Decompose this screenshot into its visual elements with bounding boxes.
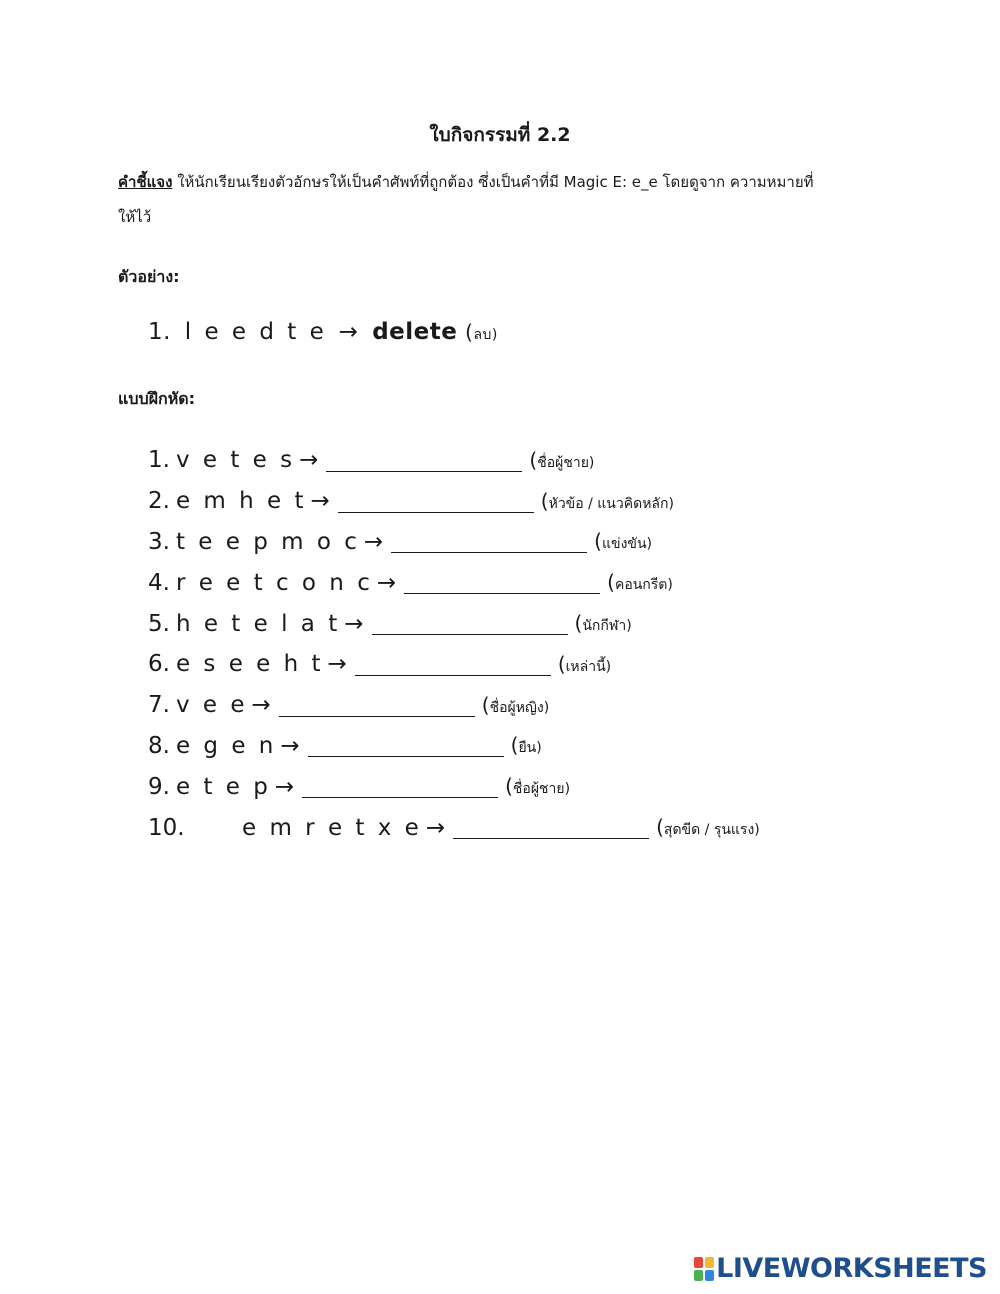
exercise-row <box>148 644 760 685</box>
instructions <box>118 165 818 235</box>
example-answer: delete <box>372 319 458 345</box>
exercise-letters: r e e t c o n c <box>175 569 373 596</box>
exercise-row <box>148 685 760 726</box>
arrow-icon: → <box>310 488 330 515</box>
answer-blank[interactable] <box>453 816 649 839</box>
arrow-icon: → <box>251 692 271 719</box>
exercise-row <box>148 522 760 563</box>
logo-text: LIVEWORKSHEETS <box>716 1253 987 1284</box>
exercise-letters: e m h e t <box>175 488 307 515</box>
exercise-number: 8. <box>148 732 170 759</box>
exercise-number: 7. <box>148 692 170 719</box>
exercise-meaning: (สุดขีด / รุนแรง) <box>656 815 760 840</box>
example-meaning: (ลบ) <box>465 320 498 344</box>
answer-blank[interactable] <box>308 734 504 757</box>
answer-blank[interactable] <box>279 694 475 717</box>
arrow-icon: → <box>299 447 319 474</box>
exercise-row <box>148 807 760 848</box>
exercise-row <box>148 481 760 522</box>
exercise-row <box>148 440 760 481</box>
example-number: 1. <box>148 319 171 345</box>
exercise-meaning: (ชื่อผู้ชาย) <box>529 447 595 472</box>
exercise-number: 10. <box>148 814 185 841</box>
exercise-row <box>148 603 760 644</box>
arrow-icon: → <box>376 569 397 596</box>
exercise-row <box>148 562 760 603</box>
exercise-meaning: (เหล่านี้) <box>557 651 612 676</box>
exercise-letters: t e e p m o c <box>175 528 360 555</box>
answer-blank[interactable] <box>355 653 551 676</box>
exercise-heading: แบบฝึกหัด: <box>118 389 196 408</box>
exercise-meaning: (แข่งขัน) <box>594 529 653 554</box>
liveworksheets-logo-icon <box>694 1257 714 1281</box>
exercise-letters: e s e e h t <box>175 651 324 678</box>
exercise-letters: e t e p <box>175 773 271 800</box>
arrow-icon: → <box>280 732 300 759</box>
instructions-label: คำชี้แจง <box>118 173 173 191</box>
exercise-meaning: (ชื่อผู้ชาย) <box>505 774 571 799</box>
answer-blank[interactable] <box>391 530 587 553</box>
example-letters: l e e d t e <box>184 319 327 345</box>
exercise-number: 6. <box>148 651 170 678</box>
answer-blank[interactable] <box>404 571 600 594</box>
exercise-meaning: (นักกีฬา) <box>574 611 632 636</box>
exercise-number: 3. <box>148 528 170 555</box>
exercise-letters: v e t e s <box>175 447 296 474</box>
arrow-icon: → <box>425 814 446 841</box>
exercise-letters: e g e n <box>175 732 277 759</box>
arrow-icon: → <box>327 651 347 678</box>
exercise-number: 9. <box>148 773 170 800</box>
liveworksheets-logo <box>694 1253 987 1284</box>
exercise-meaning: (คอนกรีต) <box>607 570 673 595</box>
exercise-number: 4. <box>148 569 170 596</box>
exercise-meaning: (ยืน) <box>510 733 542 758</box>
arrow-icon: → <box>338 319 359 345</box>
exercise-meaning: (หัวข้อ / แนวคิดหลัก) <box>540 488 674 513</box>
exercise-number: 5. <box>148 610 170 637</box>
example-row <box>148 319 498 346</box>
exercise-list <box>148 440 760 848</box>
example-heading: ตัวอย่าง: <box>118 267 180 286</box>
exercise-number: 1. <box>148 447 170 474</box>
answer-blank[interactable] <box>302 775 498 798</box>
arrow-icon: → <box>344 610 364 637</box>
exercise-letters: v e e <box>175 692 248 719</box>
answer-blank[interactable] <box>326 449 522 472</box>
exercise-letters: h e t e l a t <box>175 610 341 637</box>
exercise-letters: e m r e t x e <box>242 814 422 841</box>
answer-blank[interactable] <box>372 612 568 635</box>
arrow-icon: → <box>274 773 295 800</box>
page-title: ใบกิจกรรมที่ 2.2 <box>429 124 571 146</box>
answer-blank[interactable] <box>338 490 534 513</box>
exercise-number: 2. <box>148 488 170 515</box>
exercise-meaning: (ชื่อผู้หญิง) <box>481 692 550 717</box>
exercise-row <box>148 766 760 807</box>
arrow-icon: → <box>363 528 384 555</box>
exercise-row <box>148 726 760 767</box>
instructions-text: ให้นักเรียนเรียงตัวอักษรให้เป็นคำศัพท์ที่ถูกต้อง ซึ่งเป็นคำที่มี Magic E: e_e โดยดูจาก ความหมายที่ให้ไว้ <box>118 173 814 226</box>
